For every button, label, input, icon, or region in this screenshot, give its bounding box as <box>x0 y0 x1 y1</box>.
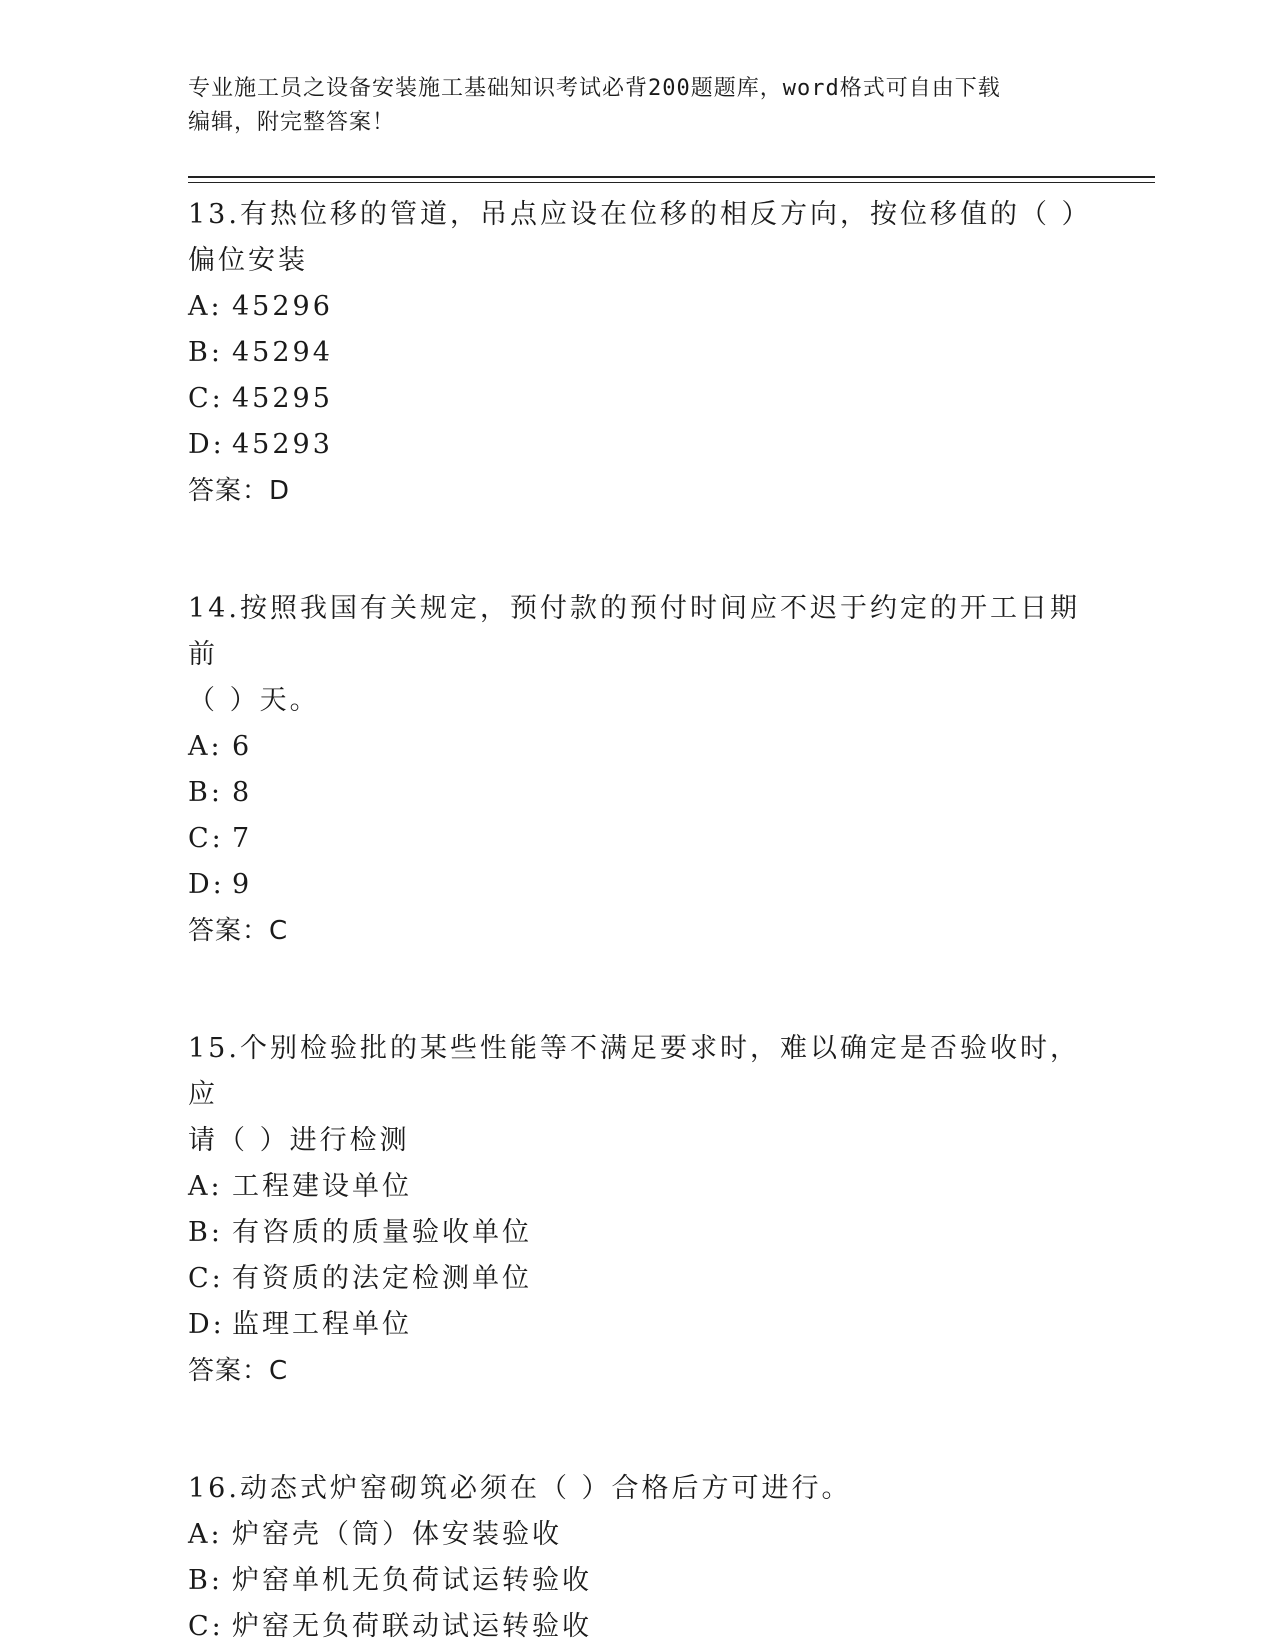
question-13 <box>188 190 1092 514</box>
option-text: 8 <box>232 777 253 808</box>
option-label: D: <box>188 429 225 460</box>
option-text: 监理工程单位 <box>232 1309 412 1340</box>
option-a <box>188 724 1088 770</box>
option-label: B: <box>188 777 223 808</box>
option-a <box>188 1164 1088 1210</box>
option-a <box>188 1512 1088 1558</box>
question-stem-line: 15.个别检验批的某些性能等不满足要求时，难以确定是否验收时，应 <box>188 1033 1080 1110</box>
answer-line: 答案：C <box>188 916 289 946</box>
question-stem-line: 偏位安装 <box>188 245 308 276</box>
option-c <box>188 816 1088 862</box>
question-16 <box>188 1464 1088 1650</box>
option-text: 45296 <box>232 291 333 322</box>
spacer <box>188 954 1088 1024</box>
spacer <box>188 514 1088 584</box>
option-b <box>188 1210 1088 1256</box>
document-header <box>188 72 1078 140</box>
option-c <box>188 376 1088 422</box>
option-text: 有咨质的质量验收单位 <box>232 1217 532 1248</box>
question-stem-line: 请（ ）进行检测 <box>188 1125 410 1156</box>
option-label: B: <box>188 1565 223 1596</box>
option-label: C: <box>188 823 224 854</box>
option-label: C: <box>188 383 224 414</box>
option-label: C: <box>188 1611 224 1642</box>
option-label: B: <box>188 1217 223 1248</box>
option-d <box>188 1302 1088 1348</box>
header-divider <box>188 176 1155 178</box>
option-c <box>188 1256 1088 1302</box>
option-text: 45293 <box>232 429 333 460</box>
question-stem <box>188 1464 1088 1512</box>
question-stem-line: 13.有热位移的管道，吊点应设在位移的相反方向，按位移值的（ ） <box>188 199 1092 230</box>
question-stem-line: 14.按照我国有关规定，预付款的预付时间应不迟于约定的开工日期前 <box>188 593 1080 670</box>
option-b <box>188 1558 1088 1604</box>
option-label: D: <box>188 1309 225 1340</box>
question-stem <box>188 190 1092 284</box>
option-label: A: <box>188 731 223 762</box>
option-label: C: <box>188 1263 224 1294</box>
header-title-line-2: 编辑，附完整答案！ <box>188 110 396 135</box>
question-list <box>188 190 1092 1650</box>
question-14 <box>188 584 1088 954</box>
option-text: 工程建设单位 <box>232 1171 412 1202</box>
option-d <box>188 422 1088 468</box>
option-label: A: <box>188 1519 223 1550</box>
option-label: A: <box>188 1171 223 1202</box>
option-text: 6 <box>232 731 253 762</box>
question-stem <box>188 1024 1088 1164</box>
option-d <box>188 862 1088 908</box>
option-text: 有资质的法定检测单位 <box>232 1263 532 1294</box>
option-c <box>188 1604 1088 1650</box>
header-divider-thin <box>188 182 1155 183</box>
option-text: 炉窑单机无负荷试运转验收 <box>232 1565 592 1596</box>
option-text: 7 <box>232 823 253 854</box>
option-label: B: <box>188 337 223 368</box>
question-stem <box>188 584 1088 724</box>
question-15 <box>188 1024 1088 1394</box>
option-label: A: <box>188 291 223 322</box>
answer-line: 答案：D <box>188 476 291 506</box>
option-text: 炉窑壳（筒）体安装验收 <box>232 1519 562 1550</box>
spacer <box>188 1394 1088 1464</box>
option-b <box>188 330 1088 376</box>
question-stem-line: （ ）天。 <box>188 685 320 716</box>
option-text: 9 <box>232 869 253 900</box>
option-text: 45295 <box>232 383 333 414</box>
question-stem-line: 16.动态式炉窑砌筑必须在（ ）合格后方可进行。 <box>188 1473 852 1504</box>
header-title-line-1: 专业施工员之设备安装施工基础知识考试必背200题题库，word格式可自由下载 <box>188 76 1001 101</box>
option-text: 45294 <box>232 337 333 368</box>
option-text: 炉窑无负荷联动试运转验收 <box>232 1611 592 1642</box>
option-a <box>188 284 1088 330</box>
option-label: D: <box>188 869 225 900</box>
answer-line: 答案：C <box>188 1356 289 1386</box>
option-b <box>188 770 1088 816</box>
